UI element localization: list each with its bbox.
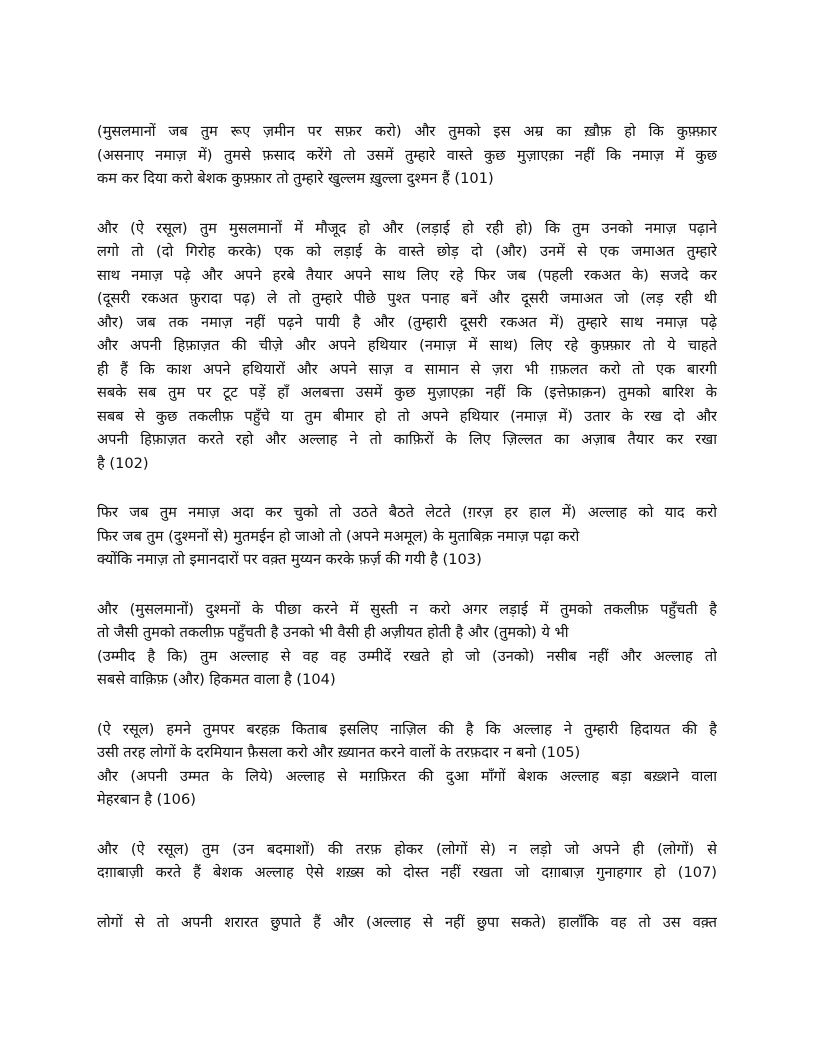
paragraph-verse-105-106 [97,718,717,812]
paragraph-verse-107 [97,838,717,885]
text-line: और (ऐ रसूल) तुम मुसलमानों में मौजूद हो और (लड़ाई हो रही हो) कि तुम उनको नमाज़ पढ़ाने [97,219,717,237]
text-line: और अपनी हिफ़ाज़त की चीज़े और अपने हथियार (नमाज़ में साथ) लिए रहे कुफ़्फ़ार तो ये चाहते [97,337,717,354]
paragraph-verse-103 [97,501,717,572]
text-line: तो जैसी तुमको तकलीफ़ पहुँचती है उनको भी वैसी ही अज़ीयत होती है और (तुमको) ये भी [97,624,569,641]
text-line: अपनी हिफ़ाज़त करते रहो और अल्लाह ने तो काफ़िरों के लिए ज़िल्लत का अज़ाब तैयार कर रखा [97,431,717,448]
text-line: क्योंकि नमाज़ तो इमानदारों पर वक़्त मुय्यन करके फ़र्ज़ की गयी है (103) [97,551,482,568]
paragraph-verse-101 [97,120,717,191]
text-line: साथ नमाज़ पढ़े और अपने हरबे तैयार अपने साथ लिए रहे फिर जब (पहली रकअत के) सजदे कर [97,266,717,284]
text-line: सबके सब तुम पर टूट पड़ें हाँ अलबत्ता उसमें कुछ मुज़ाएक़ा नहीं कि (इत्तेफ़ाक़न) तुमको बारिश के [97,384,717,401]
text-line: (उम्मीद है कि) तुम अल्लाह से वह वह उम्मीदें रखते हो जो (उनको) नसीब नहीं और अल्लाह तो [97,647,717,665]
text-line: (दूसरी रकअत फ़ुरादा पढ़) ले तो तुम्हारे पीछे पुश्त पनाह बनें और दूसरी जमाअत जो (लड़ रही थी [97,290,717,307]
text-line: और (मुसलमानों) दुश्मनों के पीछा करने में सुस्ती न करो अगर लड़ाई में तुमको तकलीफ़ पहुँचती है [97,600,717,618]
text-line: (ऐ रसूल) हमने तुमपर बरहक़ किताब इसलिए नाज़िल की है कि अल्लाह ने तुम्हारी हिदायत की है [97,720,717,738]
text-line: (असनाए नमाज़ में) तुमसे फ़साद करेंगे तो उसमें तुम्हारे वास्ते कुछ मुज़ाएक़ा नहीं कि नमाज़ में कुछ [97,146,717,164]
text-line: कम कर दिया करो बेशक कुफ़्फ़ार तो तुम्हारे खुल्लम ख़ुल्ला दुश्मन हैं (101) [97,170,494,187]
text-line: और (ऐ रसूल) तुम (उन बदमाशों) की तरफ़ होकर (लोगों से) न लड़ो जो अपने ही (लोगों) से [97,840,717,858]
text-line: फिर जब तुम नमाज़ अदा कर चुको तो उठते बैठते लेटते (ग़रज़ हर हाल में) अल्लाह को याद करो [97,504,717,521]
text-line: और) जब तक नमाज़ नहीं पढ़ने पायी है और (तुम्हारी दूसरी रकअत में) तुम्हारे साथ नमाज़ पढ़े [97,313,717,331]
paragraph-verse-102 [97,217,717,476]
text-line: (मुसलमानों जब तुम रूए ज़मीन पर सफ़र करो) और तुमको इस अम्र का ख़ौफ़ हो कि कुफ़्फ़ार [97,123,717,140]
text-line: सबसे वाक़िफ़ (और) हिकमत वाला है (104) [97,671,336,688]
text-line: सबब से कुछ तकलीफ़ पहुँचे या तुम बीमार हो तो अपने हथियार (नमाज़ में) उतार के रख दो और [97,407,717,425]
text-line: लगो तो (दो गिरोह करके) एक को लड़ाई के वास्ते छोड़ दो (और) उनमें से एक जमाअत तुम्हारे [97,243,717,260]
document-page [97,120,717,960]
text-line: ही हैं कि काश अपने हथियारों और अपने साज़ व सामान से ज़रा भी ग़फ़लत करो तो एक बारगी [97,360,717,378]
paragraph-verse-104 [97,598,717,692]
text-line: फिर जब तुम (दुश्मनों से) मुतमईन हो जाओ तो (अपने मअमूल) के मुताबिक़ नमाज़ पढ़ा करो [97,527,580,545]
paragraph-verse-108-start [97,911,717,935]
text-line: और (अपनी उम्मत के लिये) अल्लाह से मग़फ़िरत की दुआ माँगों बेशक अल्लाह बड़ा बख़्शने वाला [97,767,717,785]
text-line: है (102) [97,454,149,472]
text-line: दग़ाबाज़ी करते हैं बेशक अल्लाह ऐसे शख़्स को दोस्त नहीं रखता जो दग़ाबाज़ गुनाहगार हो (107) [97,864,717,881]
text-line: उसी तरह लोगों के दरमियान फ़ैसला करो और ख़्यानत करने वालों के तरफ़दार न बनो (105) [97,744,581,761]
text-line: लोगों से तो अपनी शरारत छुपाते हैं और (अल्लाह से नहीं छुपा सकते) हालाँकि वह तो उस वक़्त [97,913,717,931]
text-line: मेहरबान है (106) [97,791,196,808]
